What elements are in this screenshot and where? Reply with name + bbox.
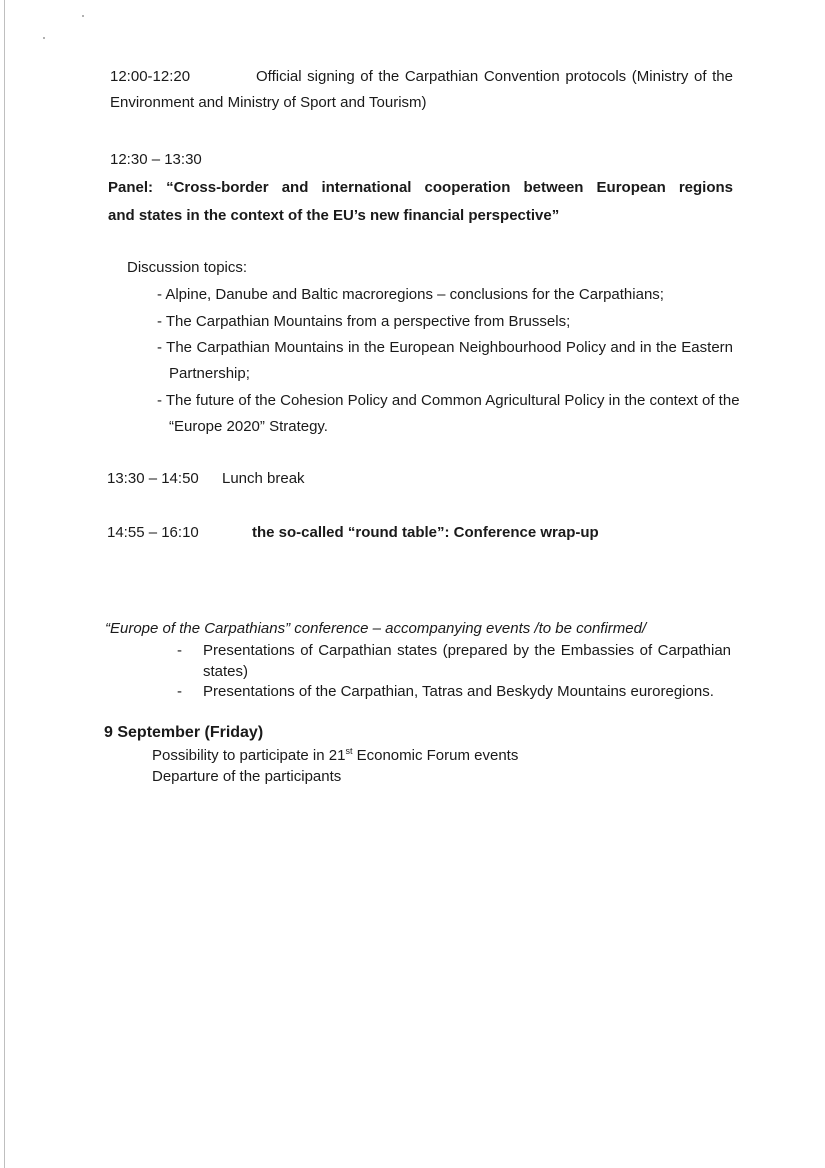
lunch-time: 13:30 – 14:50: [107, 470, 199, 487]
panel-title-line1: Panel: “Cross-border and international cooperation between European regions: [108, 179, 733, 196]
accompanying-event-item: Presentations of the Carpathian, Tatras and Beskydy Mountains euroregions.: [203, 683, 714, 700]
topic-item: - The Carpathian Mountains from a perspective from Brussels;: [157, 313, 571, 330]
topic-item-continuation: Partnership;: [169, 365, 250, 382]
signing-time: 12:00-12:20: [110, 68, 191, 85]
panel-time: 12:30 – 13:30: [110, 151, 202, 168]
round-table-time: 14:55 – 16:10: [107, 524, 199, 541]
day-item-forum-text: Possibility to participate in 21: [152, 747, 346, 764]
day-item-departure: Departure of the participants: [152, 768, 342, 785]
signing-description-line1: Official signing of the Carpathian Convention protocols (Ministry of the: [256, 68, 733, 85]
lunch-label: Lunch break: [222, 470, 305, 487]
accompanying-events-heading: “Europe of the Carpathians” conference – accompanying events /to be confirmed/: [105, 620, 647, 637]
ordinal-suffix: st: [345, 746, 353, 756]
accompanying-event-item: Presentations of Carpathian states (prepared by the Embassies of Carpathian: [203, 642, 731, 659]
dash-bullet: -: [177, 642, 182, 659]
scan-speck: [43, 37, 45, 39]
panel-title-line2: and states in the context of the EU’s new financial perspective”: [108, 207, 560, 224]
scan-edge-line: [4, 0, 5, 1168]
day-item-forum-text-end: Economic Forum events: [352, 747, 519, 764]
topic-item: - The future of the Cohesion Policy and Common Agricultural Policy in the context of the: [157, 392, 740, 409]
day-heading: 9 September (Friday): [104, 724, 264, 741]
topic-item: - The Carpathian Mountains in the European Neighbourhood Policy and in the Eastern: [157, 339, 733, 356]
accompanying-event-continuation: states): [203, 663, 249, 680]
signing-description-line2: Environment and Ministry of Sport and Tourism): [110, 94, 427, 111]
day-item-forum: [152, 747, 518, 764]
discussion-topics-heading: Discussion topics:: [127, 259, 248, 276]
dash-bullet: -: [177, 683, 182, 700]
scan-speck: [82, 15, 84, 17]
round-table-label: the so-called “round table”: Conference wrap-up: [252, 524, 599, 541]
topic-item: - Alpine, Danube and Baltic macroregions – conclusions for the Carpathians;: [157, 286, 664, 303]
topic-item-continuation: “Europe 2020” Strategy.: [169, 418, 328, 435]
